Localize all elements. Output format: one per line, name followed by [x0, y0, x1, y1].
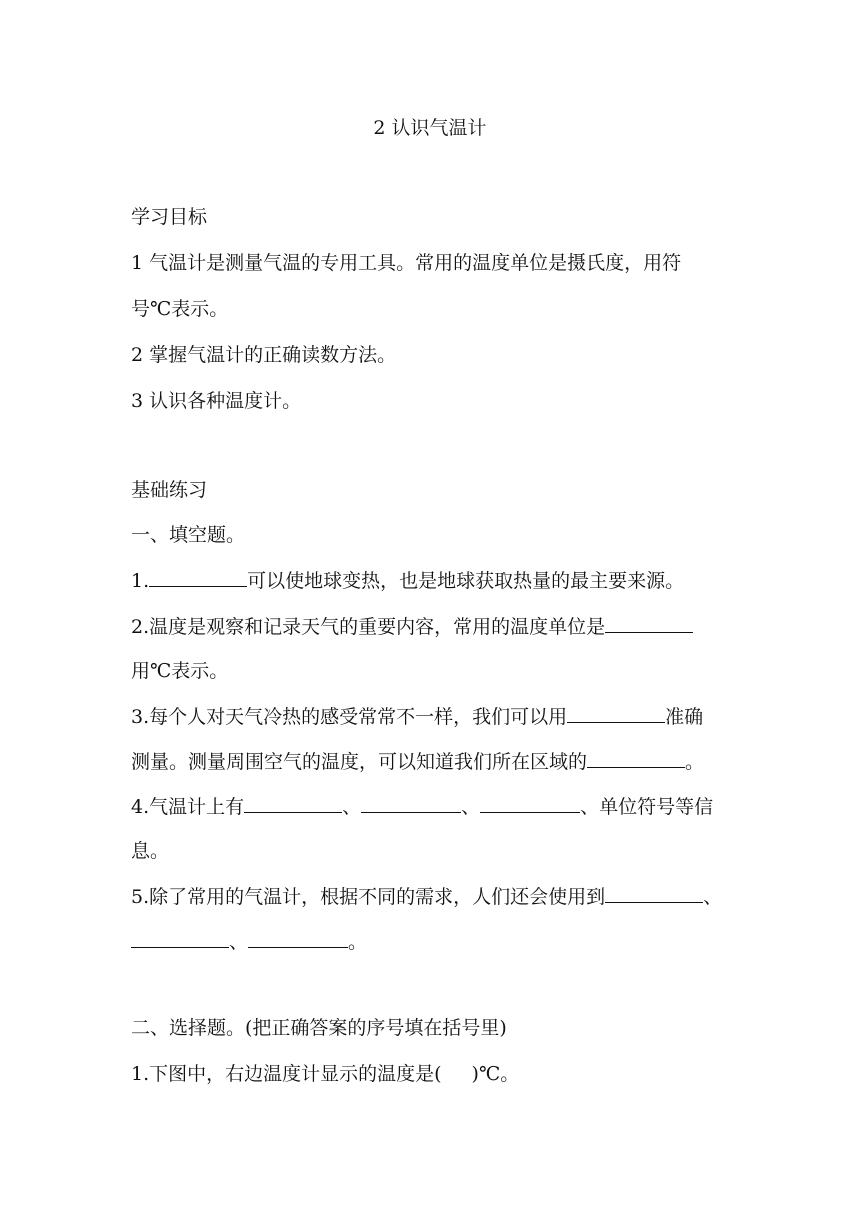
goals-heading: 学习目标: [131, 206, 208, 228]
fill-question-2-line-2: 用℃表示。: [131, 660, 229, 682]
answer-blank[interactable]: [244, 792, 342, 813]
goal-item-2: 2 掌握气温计的正确读数方法。: [131, 344, 397, 366]
question-text-end: )℃。: [471, 1063, 520, 1085]
answer-blank[interactable]: [149, 566, 247, 587]
question-text: 可以使地球变热，也是地球获取热量的最主要来源。: [247, 570, 685, 592]
separator: 、: [461, 796, 481, 818]
question-text: 5.除了常用的气温计，根据不同的需求，人们还会使用到: [131, 886, 606, 908]
question-text-end: 。: [348, 931, 368, 953]
question-text-end: 准确: [665, 706, 704, 728]
question-text: 3.每个人对天气冷热的感受常常不一样，我们可以用: [131, 706, 568, 728]
fill-question-4-line-2: 息。: [131, 840, 170, 862]
fill-question-1: [131, 566, 731, 595]
fill-question-3-line-2: [131, 747, 731, 776]
question-text-end: 、单位符号等信: [580, 796, 714, 818]
answer-blank[interactable]: [361, 792, 461, 813]
answer-blank[interactable]: [567, 702, 665, 723]
goal-item-1-line-2: 号℃表示。: [131, 298, 229, 320]
separator: 、: [229, 931, 249, 953]
fill-question-4-line-1: [131, 792, 731, 821]
practice-heading: 基础练习: [131, 479, 208, 501]
question-text-end: 。: [685, 751, 705, 773]
question-text: 2.温度是观察和记录天气的重要内容，常用的温度单位是: [131, 616, 606, 638]
fill-question-5-line-1: [131, 882, 731, 911]
page-title: 2 认识气温计: [373, 117, 487, 139]
goal-item-3: 3 认识各种温度计。: [131, 390, 302, 412]
question-text: 4.气温计上有: [131, 796, 245, 818]
answer-blank[interactable]: [480, 792, 580, 813]
fill-question-2-line-1: [131, 612, 731, 641]
separator: 、: [342, 796, 362, 818]
answer-blank[interactable]: [587, 747, 685, 768]
fill-question-5-line-2: [131, 927, 731, 956]
question-text: 1.下图中，右边温度计显示的温度是(: [131, 1063, 442, 1085]
answer-blank[interactable]: [605, 612, 693, 633]
question-number: 1.: [131, 570, 150, 592]
fill-question-3-line-1: [131, 702, 731, 731]
question-text: 测量。测量周围空气的温度，可以知道我们所在区域的: [131, 751, 588, 773]
answer-blank[interactable]: [605, 882, 703, 903]
separator: 、: [703, 886, 723, 908]
section-choice-title: 二、选择题。(把正确答案的序号填在括号里): [131, 1017, 507, 1039]
answer-blank[interactable]: [248, 927, 348, 948]
answer-blank[interactable]: [131, 927, 229, 948]
goal-item-1-line-1: 1 气温计是测量气温的专用工具。常用的温度单位是摄氏度，用符: [131, 252, 682, 274]
section-fill-in-title: 一、填空题。: [131, 524, 246, 546]
choice-question-1: [131, 1060, 731, 1088]
